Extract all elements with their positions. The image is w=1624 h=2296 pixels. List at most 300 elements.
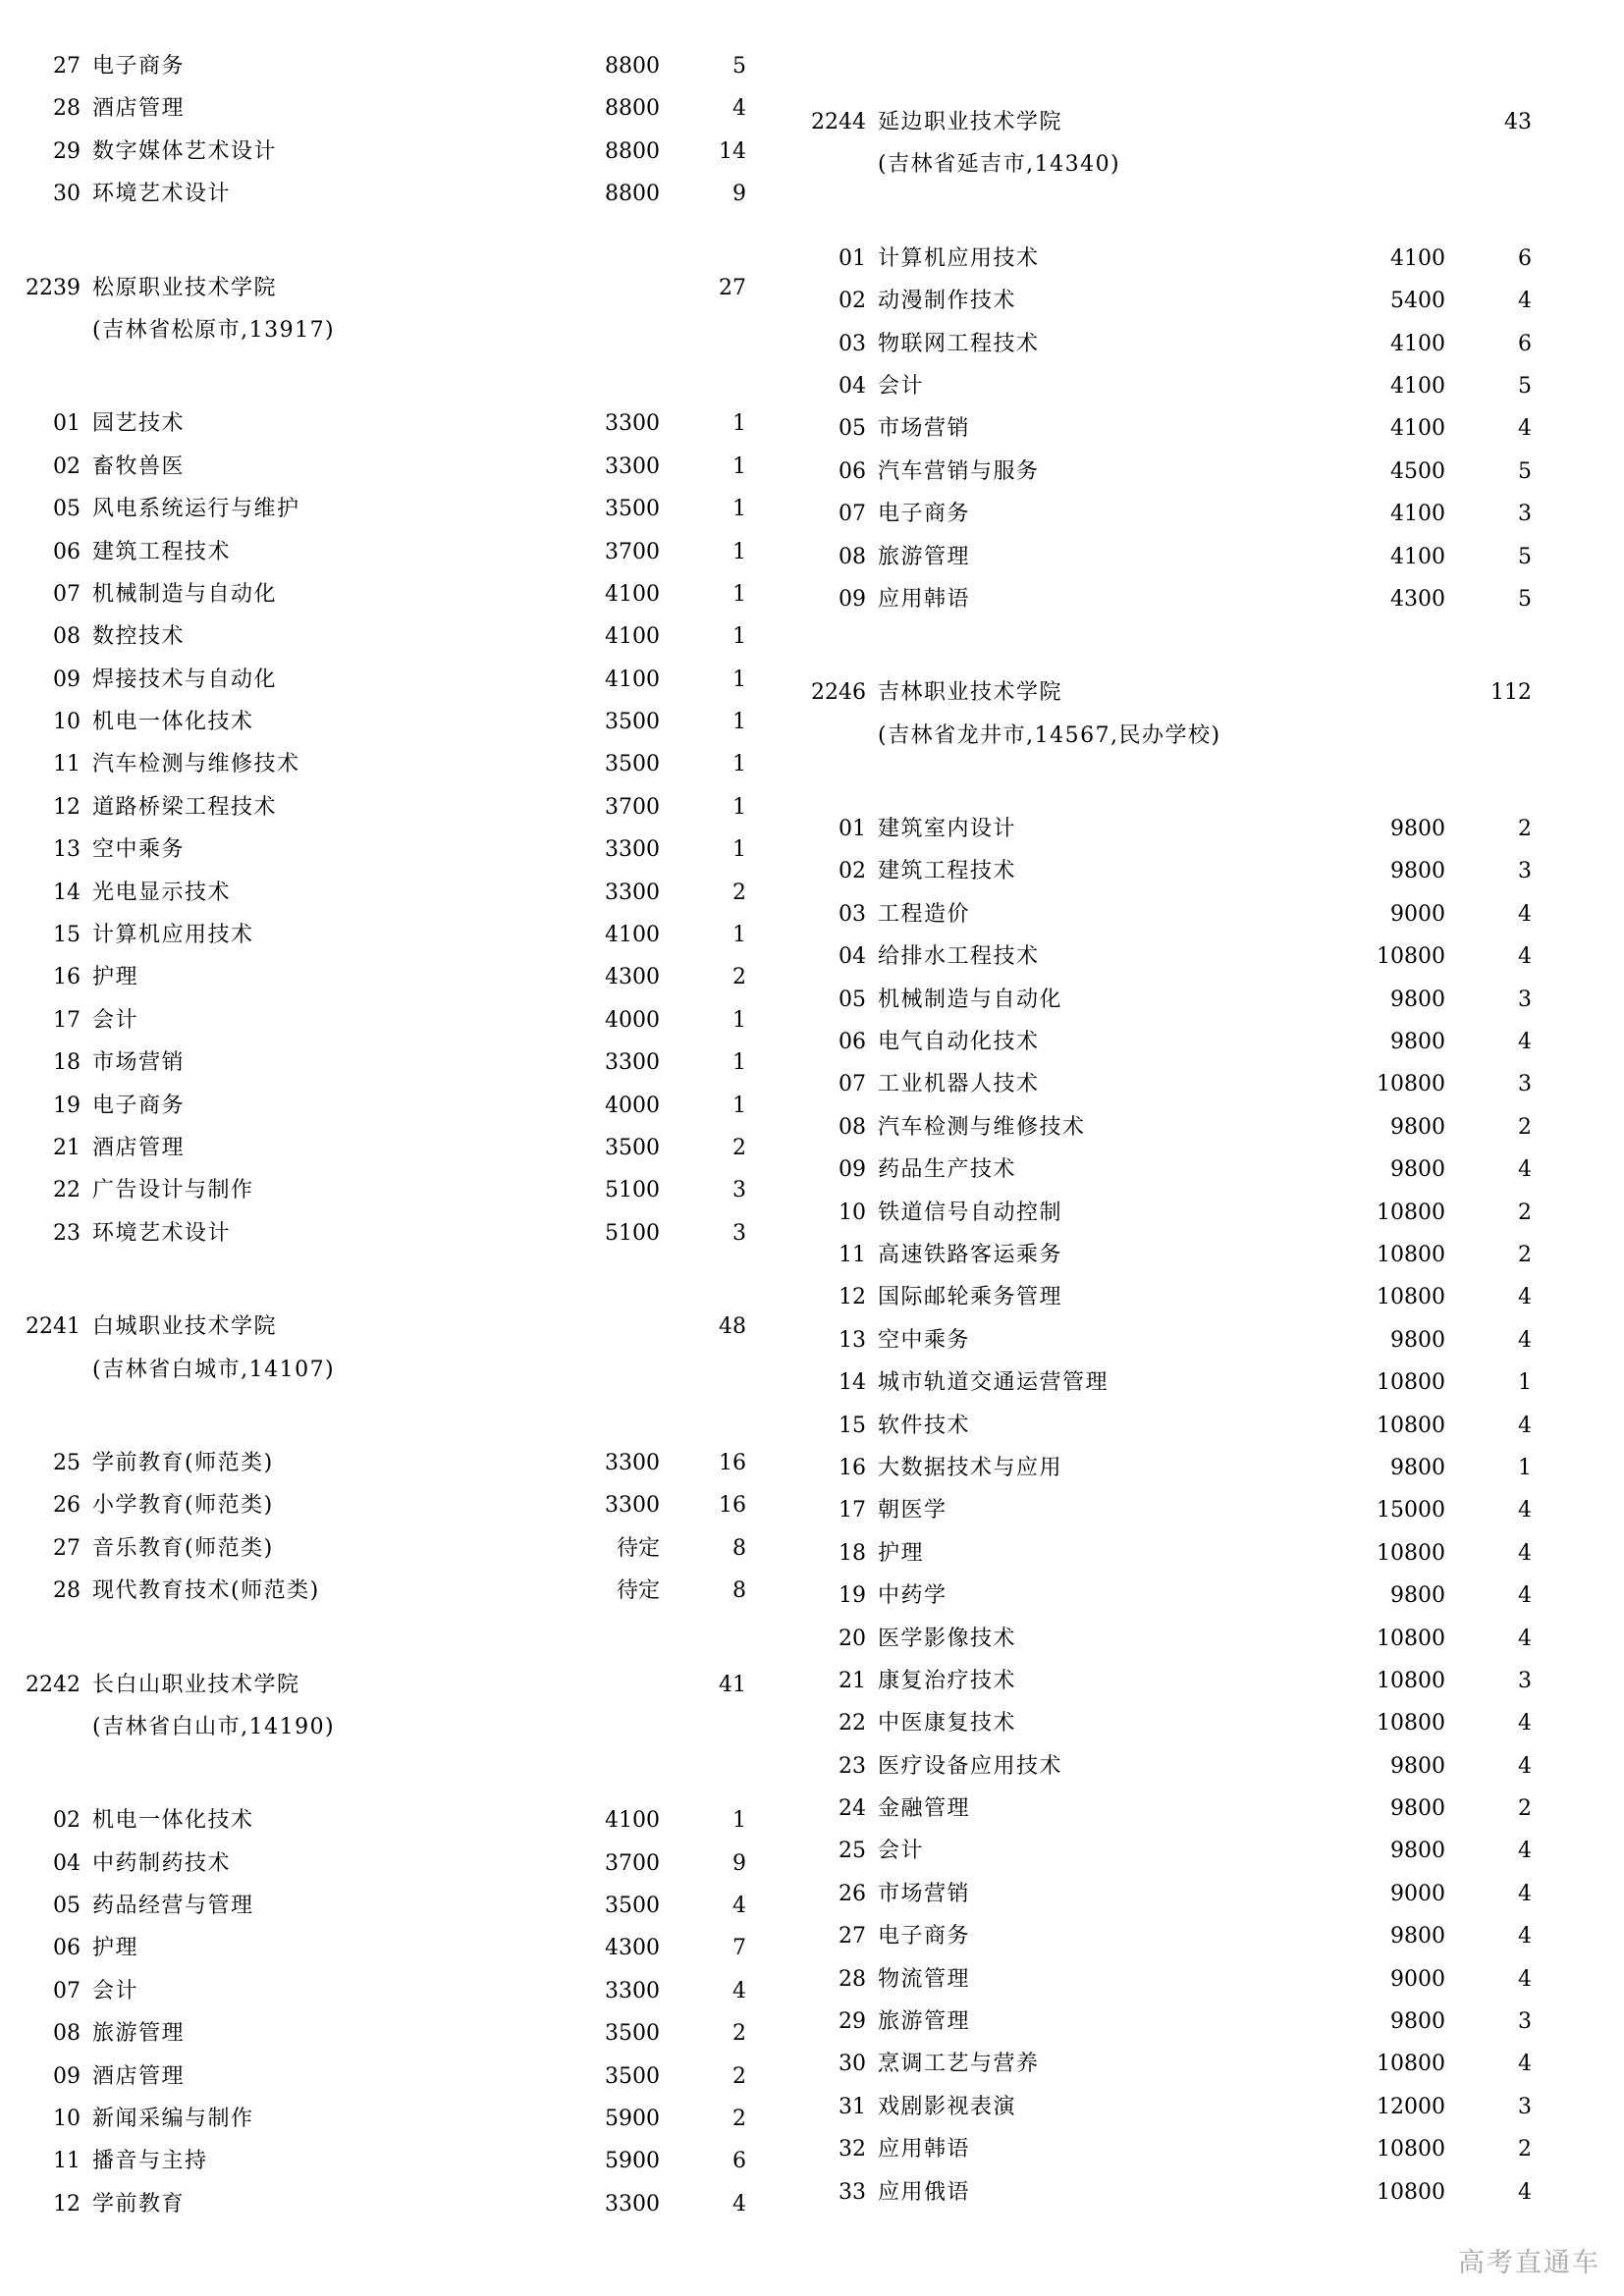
major-number: 26 [53, 1493, 81, 1519]
major-row [0, 1041, 812, 1084]
major-number: 15 [53, 923, 81, 948]
school-location: (吉林省延吉市,14340) [878, 152, 1121, 178]
major-tuition-fee: 8800 [605, 96, 660, 122]
major-plan-count: 4 [1518, 416, 1532, 442]
major-name: 中药制药技术 [92, 1850, 232, 1876]
major-row [0, 488, 812, 530]
major-name: 建筑工程技术 [878, 859, 1017, 884]
major-row [785, 1447, 1597, 1489]
major-number: 23 [53, 1220, 81, 1246]
major-plan-count: 4 [1518, 944, 1532, 970]
major-number: 08 [839, 544, 866, 569]
major-tuition-fee: 4100 [605, 923, 660, 948]
major-number: 01 [53, 411, 81, 437]
major-name: 烹调工艺与营养 [878, 2052, 1040, 2077]
major-number: 29 [839, 2009, 866, 2035]
major-number: 16 [53, 965, 81, 990]
major-number: 27 [839, 1924, 866, 1949]
major-number: 19 [839, 1583, 866, 1609]
major-row [785, 2128, 1597, 2170]
major-name: 园艺技术 [92, 411, 186, 437]
major-row [785, 1319, 1597, 1362]
major-row [785, 2086, 1597, 2128]
major-name: 电子商务 [878, 1924, 971, 1949]
major-name: 铁道信号自动控制 [878, 1200, 1063, 1225]
major-tuition-fee: 10800 [1377, 1711, 1445, 1736]
school-name: 长白山职业技术学院 [92, 1672, 300, 1697]
major-number: 17 [839, 1498, 866, 1523]
major-row [785, 850, 1597, 892]
major-tuition-fee: 4100 [1390, 245, 1445, 271]
major-name: 应用韩语 [878, 586, 971, 612]
major-tuition-fee: 8800 [605, 182, 660, 207]
major-number: 10 [53, 2107, 81, 2132]
major-tuition-fee: 4100 [1390, 373, 1445, 399]
major-row [0, 446, 812, 488]
major-number: 04 [839, 944, 866, 970]
major-tuition-fee: 3300 [605, 2191, 660, 2216]
major-number: 01 [839, 817, 866, 842]
column-left [0, 0, 812, 2225]
school-total-count: 48 [719, 1314, 746, 1340]
major-name: 旅游管理 [92, 2021, 186, 2047]
major-tuition-fee: 9800 [1390, 1796, 1445, 1822]
school-header-row [0, 1664, 812, 1706]
major-number: 22 [53, 1178, 81, 1203]
major-tuition-fee: 4100 [605, 667, 660, 692]
major-name: 医疗设备应用技术 [878, 1753, 1063, 1779]
majors-list [0, 1799, 812, 2225]
major-number: 02 [53, 454, 81, 479]
major-number: 21 [839, 1668, 866, 1693]
major-tuition-fee: 4100 [1390, 331, 1445, 356]
major-tuition-fee: 10800 [1377, 1242, 1445, 1267]
major-tuition-fee: 10800 [1377, 1540, 1445, 1566]
school-total-count: 27 [719, 275, 746, 300]
major-plan-count: 4 [732, 96, 746, 122]
major-tuition-fee: 9800 [1390, 859, 1445, 884]
majors-list [0, 1442, 812, 1613]
major-tuition-fee: 3300 [605, 1450, 660, 1475]
major-row [785, 1618, 1597, 1660]
major-name: 广告设计与制作 [92, 1178, 254, 1203]
major-plan-count: 2 [732, 2063, 746, 2089]
major-tuition-fee: 3500 [605, 497, 660, 522]
major-name: 动漫制作技术 [878, 289, 1017, 314]
major-tuition-fee: 5900 [605, 2107, 660, 2132]
major-plan-count: 1 [732, 539, 746, 564]
major-plan-count: 3 [1518, 502, 1532, 527]
school-total-count: 41 [719, 1672, 746, 1697]
major-row [0, 1169, 812, 1211]
major-number: 02 [839, 859, 866, 884]
major-name: 酒店管理 [92, 1135, 186, 1160]
major-plan-count: 2 [732, 965, 746, 990]
major-plan-count: 1 [732, 581, 746, 607]
major-row [785, 1148, 1597, 1191]
major-row [785, 1021, 1597, 1063]
major-name: 护理 [878, 1540, 925, 1566]
major-plan-count: 5 [1518, 373, 1532, 399]
major-number: 19 [53, 1093, 81, 1118]
major-name: 环境艺术设计 [92, 1220, 232, 1246]
major-number: 04 [839, 373, 866, 399]
major-tuition-fee: 4100 [605, 1808, 660, 1834]
major-number: 11 [53, 752, 81, 777]
major-row [0, 1570, 812, 1612]
major-number: 10 [53, 710, 81, 735]
major-plan-count: 7 [732, 1936, 746, 1961]
major-name: 风电系统运行与维护 [92, 497, 300, 522]
major-plan-count: 9 [732, 182, 746, 207]
major-plan-count: 4 [1518, 1839, 1532, 1864]
major-row [0, 2012, 812, 2055]
major-row [785, 1830, 1597, 1872]
major-plan-count: 1 [732, 752, 746, 777]
major-row [785, 1532, 1597, 1575]
major-row [785, 493, 1597, 535]
major-name: 新闻采编与制作 [92, 2107, 254, 2132]
major-name: 空中乘务 [878, 1327, 971, 1353]
major-number: 06 [53, 1936, 81, 1961]
major-name: 护理 [92, 1936, 139, 1961]
column-right [785, 0, 1597, 2214]
major-plan-count: 4 [1518, 1626, 1532, 1651]
major-row [785, 1192, 1597, 1234]
school-location-row [0, 1706, 812, 1748]
school-location: (吉林省白山市,14190) [92, 1714, 336, 1739]
major-row [0, 1799, 812, 1842]
major-tuition-fee: 8800 [605, 138, 660, 164]
major-number: 33 [839, 2179, 866, 2205]
major-row [0, 2140, 812, 2182]
major-tuition-fee: 8800 [605, 54, 660, 79]
major-number: 11 [839, 1242, 866, 1267]
major-tuition-fee: 5100 [605, 1220, 660, 1246]
major-name: 会计 [878, 1839, 925, 1864]
major-tuition-fee: 10800 [1377, 1626, 1445, 1651]
major-tuition-fee: 10800 [1377, 1370, 1445, 1396]
major-row [785, 1915, 1597, 1957]
school-code: 2239 [26, 275, 81, 300]
major-row [785, 1958, 1597, 2001]
major-plan-count: 2 [1518, 1242, 1532, 1267]
major-plan-count: 1 [732, 624, 746, 650]
major-plan-count: 5 [1518, 586, 1532, 612]
major-number: 28 [53, 1578, 81, 1604]
major-name: 市场营销 [92, 1050, 186, 1076]
major-tuition-fee: 10800 [1377, 2179, 1445, 2205]
major-name: 学前教育 [92, 2191, 186, 2216]
major-tuition-fee: 待定 [616, 1578, 660, 1604]
major-number: 03 [839, 331, 866, 356]
major-tuition-fee: 10800 [1377, 2137, 1445, 2163]
major-name: 市场营销 [878, 416, 971, 442]
major-row [0, 2183, 812, 2225]
school-header-block [785, 101, 1597, 187]
major-plan-count: 2 [732, 2021, 746, 2047]
major-plan-count: 2 [732, 2107, 746, 2132]
major-row [0, 1212, 812, 1255]
major-tuition-fee: 9800 [1390, 1839, 1445, 1864]
major-name: 物联网工程技术 [878, 331, 1040, 356]
major-name: 计算机应用技术 [92, 923, 254, 948]
major-tuition-fee: 3700 [605, 794, 660, 820]
major-name: 中药学 [878, 1583, 947, 1609]
major-plan-count: 3 [732, 1178, 746, 1203]
major-number: 28 [53, 96, 81, 122]
major-tuition-fee: 10800 [1377, 1200, 1445, 1225]
major-name: 医学影像技术 [878, 1626, 1017, 1651]
major-plan-count: 3 [1518, 859, 1532, 884]
major-row [0, 1442, 812, 1484]
major-tuition-fee: 3300 [605, 1978, 660, 2003]
school-code: 2242 [26, 1672, 81, 1697]
major-plan-count: 4 [1518, 1753, 1532, 1779]
school-header-block [0, 1306, 812, 1391]
major-plan-count: 3 [1518, 2009, 1532, 2035]
major-name: 旅游管理 [878, 544, 971, 569]
major-row [785, 1575, 1597, 1617]
major-name: 国际邮轮乘务管理 [878, 1285, 1063, 1310]
major-tuition-fee: 9800 [1390, 987, 1445, 1012]
major-plan-count: 1 [732, 667, 746, 692]
majors-list [0, 45, 812, 216]
major-name: 会计 [878, 373, 925, 399]
major-tuition-fee: 9000 [1390, 1966, 1445, 1992]
major-plan-count: 2 [1518, 817, 1532, 842]
major-number: 17 [53, 1007, 81, 1033]
major-name: 机电一体化技术 [92, 710, 254, 735]
major-number: 30 [839, 2052, 866, 2077]
major-number: 25 [839, 1839, 866, 1864]
major-row [785, 323, 1597, 365]
major-number: 25 [53, 1450, 81, 1475]
major-plan-count: 4 [1518, 1157, 1532, 1183]
major-name: 电气自动化技术 [878, 1030, 1040, 1055]
major-plan-count: 4 [732, 1894, 746, 1919]
major-name: 工业机器人技术 [878, 1072, 1040, 1097]
major-name: 药品经营与管理 [92, 1894, 254, 1919]
major-tuition-fee: 5100 [605, 1178, 660, 1203]
major-number: 05 [839, 987, 866, 1012]
major-tuition-fee: 9800 [1390, 1455, 1445, 1480]
watermark: 高考直通车 [1458, 2248, 1600, 2278]
major-number: 32 [839, 2137, 866, 2163]
major-plan-count: 1 [732, 1093, 746, 1118]
major-number: 13 [53, 837, 81, 863]
major-row [0, 1484, 812, 1526]
major-row [785, 893, 1597, 935]
major-name: 会计 [92, 1007, 139, 1033]
school-code: 2246 [811, 680, 866, 706]
major-plan-count: 1 [1518, 1370, 1532, 1396]
major-name: 音乐教育(师范类) [92, 1535, 274, 1561]
major-plan-count: 1 [732, 794, 746, 820]
major-row [0, 956, 812, 998]
major-tuition-fee: 3500 [605, 2021, 660, 2047]
major-number: 06 [839, 458, 866, 484]
major-name: 物流管理 [878, 1966, 971, 1992]
school-location-row [785, 143, 1597, 186]
major-plan-count: 2 [1518, 2137, 1532, 2163]
school-name: 白城职业技术学院 [92, 1314, 278, 1340]
major-plan-count: 4 [1518, 2179, 1532, 2205]
major-tuition-fee: 5900 [605, 2149, 660, 2174]
major-number: 21 [53, 1135, 81, 1160]
major-tuition-fee: 9800 [1390, 1753, 1445, 1779]
school-header-row [785, 101, 1597, 143]
school-name: 吉林职业技术学院 [878, 680, 1063, 706]
major-tuition-fee: 5400 [1390, 289, 1445, 314]
school-name: 松原职业技术学院 [92, 275, 278, 300]
major-name: 金融管理 [878, 1796, 971, 1822]
majors-list [0, 402, 812, 1255]
major-name: 酒店管理 [92, 96, 186, 122]
major-plan-count: 2 [732, 880, 746, 905]
major-name: 数字媒体艺术设计 [92, 138, 278, 164]
major-row [0, 2056, 812, 2098]
school-location-row [0, 1349, 812, 1391]
major-plan-count: 16 [719, 1450, 746, 1475]
major-row [785, 1106, 1597, 1148]
major-row [0, 659, 812, 701]
major-row [0, 999, 812, 1041]
major-number: 29 [53, 138, 81, 164]
major-plan-count: 4 [1518, 1924, 1532, 1949]
school-location: (吉林省松原市,13917) [92, 317, 336, 343]
major-name: 畜牧兽医 [92, 454, 186, 479]
major-plan-count: 3 [1518, 1072, 1532, 1097]
major-plan-count: 1 [732, 837, 746, 863]
major-name: 学前教育(师范类) [92, 1450, 274, 1475]
major-tuition-fee: 9800 [1390, 1924, 1445, 1949]
major-tuition-fee: 10800 [1377, 944, 1445, 970]
major-number: 22 [839, 1711, 866, 1736]
major-name: 焊接技术与自动化 [92, 667, 278, 692]
major-name: 环境艺术设计 [92, 182, 232, 207]
major-number: 31 [839, 2094, 866, 2119]
major-row [785, 1063, 1597, 1105]
major-row [0, 872, 812, 914]
major-number: 26 [839, 1881, 866, 1906]
major-row [0, 1885, 812, 1927]
major-tuition-fee: 3700 [605, 1850, 660, 1876]
major-plan-count: 1 [732, 454, 746, 479]
major-name: 应用俄语 [878, 2179, 971, 2205]
major-row [785, 979, 1597, 1021]
major-row [0, 1970, 812, 2012]
major-plan-count: 3 [1518, 2094, 1532, 2119]
major-plan-count: 4 [1518, 1030, 1532, 1055]
major-name: 小学教育(师范类) [92, 1493, 274, 1519]
major-tuition-fee: 3300 [605, 454, 660, 479]
major-row [0, 1927, 812, 1969]
major-number: 12 [53, 2191, 81, 2216]
major-tuition-fee: 4100 [1390, 544, 1445, 569]
major-tuition-fee: 3500 [605, 752, 660, 777]
major-row [785, 1489, 1597, 1531]
major-plan-count: 4 [1518, 1966, 1532, 1992]
major-row [785, 1234, 1597, 1276]
major-plan-count: 2 [1518, 1114, 1532, 1140]
major-number: 07 [839, 1072, 866, 1097]
major-plan-count: 1 [732, 710, 746, 735]
majors-list [785, 808, 1597, 2214]
major-row [0, 131, 812, 173]
major-name: 电子商务 [92, 54, 186, 79]
major-number: 15 [839, 1413, 866, 1438]
major-name: 现代教育技术(师范类) [92, 1578, 320, 1604]
major-tuition-fee: 3500 [605, 1135, 660, 1160]
major-plan-count: 4 [1518, 1881, 1532, 1906]
major-plan-count: 4 [732, 1978, 746, 2003]
major-number: 18 [839, 1540, 866, 1566]
major-plan-count: 6 [1518, 331, 1532, 356]
major-number: 08 [53, 2021, 81, 2047]
major-row [0, 914, 812, 956]
major-number: 16 [839, 1455, 866, 1480]
school-header-block [0, 267, 812, 352]
major-tuition-fee: 3500 [605, 710, 660, 735]
major-tuition-fee: 3500 [605, 1894, 660, 1919]
major-number: 12 [53, 794, 81, 820]
major-row [785, 2171, 1597, 2214]
major-plan-count: 4 [1518, 901, 1532, 927]
major-name: 电子商务 [92, 1093, 186, 1118]
major-row [785, 365, 1597, 407]
major-name: 汽车检测与维修技术 [92, 752, 300, 777]
major-tuition-fee: 9800 [1390, 2009, 1445, 2035]
major-plan-count: 1 [732, 411, 746, 437]
major-number: 14 [53, 880, 81, 905]
major-row [0, 615, 812, 658]
major-tuition-fee: 9800 [1390, 1114, 1445, 1140]
major-name: 建筑工程技术 [92, 539, 232, 564]
major-number: 05 [839, 416, 866, 442]
major-plan-count: 4 [1518, 1327, 1532, 1353]
major-plan-count: 2 [1518, 1796, 1532, 1822]
major-row [785, 407, 1597, 450]
major-row [0, 2098, 812, 2140]
major-row [0, 743, 812, 785]
major-tuition-fee: 4300 [605, 965, 660, 990]
major-name: 光电显示技术 [92, 880, 232, 905]
major-row [785, 451, 1597, 493]
major-name: 旅游管理 [878, 2009, 971, 2035]
major-tuition-fee: 3500 [605, 2063, 660, 2089]
major-number: 03 [839, 901, 866, 927]
major-tuition-fee: 待定 [616, 1535, 660, 1561]
major-row [0, 1842, 812, 1885]
major-number: 30 [53, 182, 81, 207]
major-number: 07 [53, 581, 81, 607]
school-header-block [0, 1664, 812, 1749]
major-number: 18 [53, 1050, 81, 1076]
major-tuition-fee: 4000 [605, 1007, 660, 1033]
major-row [785, 1405, 1597, 1447]
major-name: 应用韩语 [878, 2137, 971, 2163]
major-name: 药品生产技术 [878, 1157, 1017, 1183]
major-row [785, 1745, 1597, 1788]
major-tuition-fee: 15000 [1377, 1498, 1445, 1523]
major-number: 27 [53, 1535, 81, 1561]
major-row [0, 173, 812, 215]
major-tuition-fee: 3700 [605, 539, 660, 564]
major-row [785, 536, 1597, 578]
major-plan-count: 1 [1518, 1455, 1532, 1480]
major-name: 康复治疗技术 [878, 1668, 1017, 1693]
